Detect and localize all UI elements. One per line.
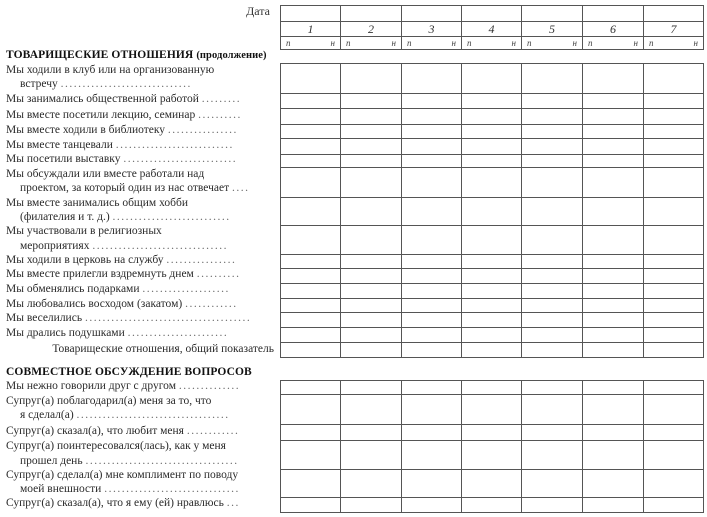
score-cell[interactable]	[582, 154, 644, 168]
item-label	[6, 108, 272, 123]
score-cell[interactable]	[280, 268, 341, 284]
score-cell[interactable]	[401, 225, 462, 255]
score-cell[interactable]	[643, 167, 704, 198]
score-cell[interactable]	[461, 167, 522, 198]
score-cell[interactable]	[401, 63, 462, 94]
score-cell[interactable]	[582, 283, 644, 299]
score-cell[interactable]	[340, 197, 402, 226]
score-cell[interactable]	[582, 108, 644, 125]
item-text-continuation	[6, 181, 272, 196]
date-input-cell[interactable]	[521, 5, 583, 22]
score-cell[interactable]	[340, 327, 402, 343]
score-cell[interactable]	[340, 63, 402, 94]
item-label	[6, 138, 272, 153]
leader-dots: ...............................	[92, 239, 228, 252]
score-cell[interactable]	[340, 93, 402, 109]
score-cell[interactable]	[340, 424, 402, 441]
score-cell[interactable]	[582, 63, 644, 94]
score-cell[interactable]	[461, 394, 522, 425]
score-cell[interactable]	[582, 327, 644, 343]
item-text-line2: встречу	[20, 78, 58, 90]
score-cell[interactable]	[521, 327, 583, 343]
item-text: Мы веселились	[6, 312, 83, 325]
day-number: 5	[521, 21, 583, 37]
item-text-continuation	[6, 482, 272, 497]
subcol-label-right: н	[572, 38, 577, 48]
leader-dots: ..........................	[123, 153, 238, 166]
item-text: Мы дрались подушками	[6, 327, 125, 340]
score-cell[interactable]	[643, 197, 704, 226]
item-text: Мы ходили в церковь на службу	[6, 253, 164, 266]
score-cell[interactable]	[401, 469, 462, 498]
item-text-continuation	[6, 77, 272, 92]
subcol-label-right: н	[511, 38, 516, 48]
score-cell[interactable]	[280, 93, 341, 109]
subcol-label-right: н	[633, 38, 638, 48]
item-label	[6, 123, 272, 138]
item-text: Мы вместе посетили лекцию, семинар	[6, 108, 196, 121]
score-cell[interactable]	[280, 283, 341, 299]
score-cell[interactable]	[340, 394, 402, 425]
score-cell[interactable]	[461, 424, 522, 441]
score-cell[interactable]	[401, 497, 462, 513]
item-text-line2: проектом, за который один из нас отвечает	[20, 182, 230, 194]
score-cell[interactable]	[340, 108, 402, 125]
score-cell[interactable]	[280, 167, 341, 198]
score-cell[interactable]	[461, 63, 522, 94]
score-cell[interactable]	[340, 167, 402, 198]
score-cell[interactable]	[461, 497, 522, 513]
subcol-label-right: н	[330, 38, 335, 48]
score-cell[interactable]	[521, 424, 583, 441]
day-number: 2	[340, 21, 402, 37]
date-input-cell[interactable]	[340, 5, 402, 22]
score-cell[interactable]	[461, 440, 522, 470]
score-cell[interactable]	[521, 197, 583, 226]
score-cell[interactable]	[280, 497, 341, 513]
score-cell[interactable]	[461, 124, 522, 139]
item-text: Супруг(а) сказал(а), что я ему (ей) нравлюсь	[6, 497, 224, 510]
score-cell[interactable]	[340, 124, 402, 139]
date-input-cell[interactable]	[582, 5, 644, 22]
score-cell[interactable]	[401, 440, 462, 470]
score-cell[interactable]	[582, 197, 644, 226]
leader-dots: .......................	[127, 327, 229, 340]
partner-subcolumns	[280, 36, 341, 50]
score-cell[interactable]	[521, 312, 583, 328]
score-cell[interactable]	[340, 283, 402, 299]
score-cell[interactable]	[461, 225, 522, 255]
item-text-line2: я сделал(а)	[20, 409, 74, 421]
score-cell[interactable]	[461, 312, 522, 328]
score-cell[interactable]	[280, 63, 341, 94]
item-text: Супруг(а) поинтересовался(лась), как у меня	[6, 440, 226, 452]
score-cell[interactable]	[461, 342, 522, 358]
section-title-text: ТОВАРИЩЕСКИЕ ОТНОШЕНИЯ	[6, 49, 194, 61]
item-text: Мы занимались общественной работой	[6, 93, 199, 106]
date-input-cell[interactable]	[280, 5, 341, 22]
score-cell[interactable]	[521, 154, 583, 168]
date-input-cell[interactable]	[461, 5, 522, 22]
leader-dots: ................	[167, 123, 238, 136]
item-label	[6, 196, 272, 225]
score-cell[interactable]	[521, 469, 583, 498]
leader-dots: ..............................	[60, 78, 192, 90]
partner-subcolumns	[582, 36, 644, 50]
score-cell[interactable]	[521, 93, 583, 109]
score-cell[interactable]	[461, 469, 522, 498]
item-label	[6, 424, 272, 439]
score-cell[interactable]	[582, 298, 644, 313]
leader-dots: ...	[226, 497, 240, 510]
item-text: Мы вместе занимались общим хобби	[6, 196, 188, 209]
score-cell[interactable]	[643, 154, 704, 168]
score-cell[interactable]	[582, 497, 644, 513]
score-cell[interactable]	[521, 108, 583, 125]
score-cell[interactable]	[582, 469, 644, 498]
score-cell[interactable]	[461, 93, 522, 109]
date-input-cell[interactable]	[643, 5, 704, 22]
score-cell[interactable]	[643, 108, 704, 125]
leader-dots: ....	[231, 182, 250, 194]
item-text-continuation	[6, 454, 272, 469]
partner-subcolumns	[643, 36, 704, 50]
score-cell[interactable]	[643, 63, 704, 94]
item-label	[6, 92, 272, 107]
score-cell[interactable]	[582, 254, 644, 269]
date-input-cell[interactable]	[401, 5, 462, 22]
score-cell[interactable]	[521, 298, 583, 313]
score-cell[interactable]	[643, 124, 704, 139]
score-cell[interactable]	[340, 268, 402, 284]
companionship-total-label: Товарищеские отношения, общий показатель	[52, 343, 274, 355]
score-cell[interactable]	[521, 342, 583, 358]
score-cell[interactable]	[521, 167, 583, 198]
score-cell[interactable]	[401, 138, 462, 155]
score-cell[interactable]	[521, 380, 583, 395]
score-cell[interactable]	[643, 298, 704, 313]
item-label	[6, 224, 272, 253]
score-cell[interactable]	[582, 424, 644, 441]
score-cell[interactable]	[643, 138, 704, 155]
leader-dots: ..............	[178, 379, 241, 392]
score-cell[interactable]	[401, 394, 462, 425]
score-cell[interactable]	[280, 254, 341, 269]
score-cell[interactable]	[280, 298, 341, 313]
day-number: 4	[461, 21, 522, 37]
leader-dots: ..........	[198, 108, 242, 121]
leader-dots: ...............................	[104, 483, 240, 495]
item-text-line2: прошел день	[20, 454, 83, 467]
item-text: Мы любовались восходом (закатом)	[6, 297, 183, 310]
score-cell[interactable]	[521, 440, 583, 470]
score-cell[interactable]	[643, 424, 704, 441]
score-cell[interactable]	[340, 380, 402, 395]
score-cell[interactable]	[340, 312, 402, 328]
score-cell[interactable]	[401, 327, 462, 343]
partner-subcolumns	[521, 36, 583, 50]
item-text: Мы нежно говорили друг с другом	[6, 379, 176, 392]
score-cell[interactable]	[401, 283, 462, 299]
day-number: 6	[582, 21, 644, 37]
score-cell[interactable]	[340, 440, 402, 470]
score-cell[interactable]	[340, 154, 402, 168]
score-cell[interactable]	[582, 440, 644, 470]
score-cell[interactable]	[521, 254, 583, 269]
leader-dots: ......................................	[84, 312, 252, 325]
score-cell[interactable]	[461, 327, 522, 343]
score-cell[interactable]	[582, 268, 644, 284]
subcol-label-right: н	[391, 38, 396, 48]
leader-dots: ............	[186, 424, 240, 437]
score-cell[interactable]	[340, 225, 402, 255]
score-cell[interactable]	[280, 469, 341, 498]
subcol-label-right: н	[693, 38, 698, 48]
score-cell[interactable]	[643, 268, 704, 284]
score-cell[interactable]	[461, 138, 522, 155]
item-text: Супруг(а) поблагодарил(а) меня за то, что	[6, 394, 212, 407]
item-text-continuation	[6, 408, 272, 423]
score-cell[interactable]	[280, 225, 341, 255]
score-cell[interactable]	[582, 138, 644, 155]
score-cell[interactable]	[280, 424, 341, 441]
score-cell[interactable]	[280, 154, 341, 168]
score-cell[interactable]	[340, 298, 402, 313]
score-cell[interactable]	[521, 138, 583, 155]
date-header-grid	[280, 5, 703, 49]
score-cell[interactable]	[643, 380, 704, 395]
item-text-continuation	[6, 210, 272, 225]
item-text: Мы обсуждали или вместе работали над	[6, 167, 205, 180]
score-cell[interactable]	[643, 254, 704, 269]
leader-dots: ...........................	[112, 211, 231, 223]
score-cell[interactable]	[582, 167, 644, 198]
score-cell[interactable]	[521, 394, 583, 425]
subcol-label-left: п	[527, 38, 532, 48]
score-cell[interactable]	[401, 93, 462, 109]
score-cell[interactable]	[643, 93, 704, 109]
score-cell[interactable]	[401, 268, 462, 284]
subcol-label-left: п	[407, 38, 412, 48]
score-cell[interactable]	[582, 394, 644, 425]
item-label	[6, 326, 272, 341]
subcol-label-left: п	[649, 38, 654, 48]
score-cell[interactable]	[280, 440, 341, 470]
score-cell[interactable]	[582, 312, 644, 328]
item-label	[6, 311, 272, 326]
score-cell[interactable]	[401, 154, 462, 168]
subcol-label-left: п	[346, 38, 351, 48]
day-number: 7	[643, 21, 704, 37]
subcol-label-left: п	[588, 38, 593, 48]
item-label	[6, 496, 272, 511]
item-text-line2: мероприятиях	[20, 239, 90, 252]
score-cell[interactable]	[340, 138, 402, 155]
score-cell[interactable]	[521, 497, 583, 513]
score-cell[interactable]	[280, 380, 341, 395]
score-cell[interactable]	[582, 225, 644, 255]
leader-dots: ..........	[196, 268, 241, 281]
score-cell[interactable]	[461, 380, 522, 395]
item-label	[6, 267, 272, 282]
score-cell[interactable]	[643, 283, 704, 299]
score-cell[interactable]	[340, 254, 402, 269]
date-label: Дата	[246, 4, 270, 18]
section-title-suffix: (продолжение)	[196, 50, 267, 61]
score-cell[interactable]	[643, 342, 704, 358]
score-cell[interactable]	[401, 167, 462, 198]
score-cell[interactable]	[401, 312, 462, 328]
score-cell[interactable]	[461, 154, 522, 168]
subcol-label-right: н	[451, 38, 456, 48]
partner-subcolumns	[461, 36, 522, 50]
subcol-label-left: п	[467, 38, 472, 48]
score-cell[interactable]	[643, 469, 704, 498]
subcol-label-left: п	[286, 38, 291, 48]
item-label	[6, 439, 272, 468]
score-cell[interactable]	[280, 197, 341, 226]
score-cell[interactable]	[461, 197, 522, 226]
score-cell[interactable]	[521, 225, 583, 255]
score-cell[interactable]	[521, 268, 583, 284]
leader-dots: ...................................	[85, 454, 239, 467]
leader-dots: ...................................	[76, 409, 230, 421]
score-cell[interactable]	[280, 342, 341, 358]
item-text-continuation	[6, 239, 272, 254]
score-cell[interactable]	[280, 312, 341, 328]
day-number: 3	[401, 21, 462, 37]
partner-subcolumns	[401, 36, 462, 50]
item-label	[6, 63, 272, 92]
score-cell[interactable]	[340, 469, 402, 498]
item-text: Супруг(а) сделал(а) мне комплимент по поводу	[6, 468, 239, 481]
score-cell[interactable]	[280, 108, 341, 125]
score-cell[interactable]	[643, 440, 704, 470]
item-label	[6, 394, 272, 423]
score-cell[interactable]	[461, 283, 522, 299]
score-cell[interactable]	[582, 124, 644, 139]
score-cell[interactable]	[582, 380, 644, 395]
score-cell[interactable]	[643, 312, 704, 328]
score-cell[interactable]	[401, 342, 462, 358]
leader-dots: ................	[166, 253, 237, 266]
item-text: Мы обменялись подарками	[6, 283, 140, 296]
score-cell[interactable]	[401, 298, 462, 313]
item-text-line2: (филателия и т. д.)	[20, 211, 110, 223]
score-cell[interactable]	[401, 380, 462, 395]
score-cell[interactable]	[280, 124, 341, 139]
score-cell[interactable]	[401, 254, 462, 269]
section-title-companionship	[6, 49, 267, 61]
section-title-discussion: СОВМЕСТНОЕ ОБСУЖДЕНИЕ ВОПРОСОВ	[6, 366, 252, 378]
score-cell[interactable]	[401, 424, 462, 441]
leader-dots: ............	[185, 297, 238, 310]
score-cell[interactable]	[521, 283, 583, 299]
item-text: Мы вместе прилегли вздремнуть днем	[6, 268, 194, 281]
score-cell[interactable]	[582, 342, 644, 358]
score-cell[interactable]	[643, 327, 704, 343]
item-text-line2: моей внешности	[20, 483, 102, 495]
score-cell[interactable]	[401, 124, 462, 139]
score-cell[interactable]	[521, 124, 583, 139]
score-cell[interactable]	[521, 63, 583, 94]
score-cell[interactable]	[461, 298, 522, 313]
score-cell[interactable]	[461, 108, 522, 125]
item-label	[6, 379, 272, 394]
item-label	[6, 167, 272, 196]
item-label	[6, 468, 272, 497]
score-cell[interactable]	[643, 394, 704, 425]
partner-subcolumns	[340, 36, 402, 50]
item-text: Мы посетили выставку	[6, 153, 121, 166]
score-cell[interactable]	[280, 138, 341, 155]
score-cell[interactable]	[340, 342, 402, 358]
score-cell[interactable]	[401, 108, 462, 125]
leader-dots: .........	[201, 93, 242, 106]
item-label	[6, 297, 272, 312]
item-text: Супруг(а) сказал(а), что любит меня	[6, 424, 184, 437]
leader-dots: ...........................	[115, 138, 234, 151]
score-cell[interactable]	[401, 197, 462, 226]
day-number: 1	[280, 21, 341, 37]
item-text: Мы ходили в клуб или на организованную	[6, 63, 215, 76]
item-label	[6, 282, 272, 297]
score-cell[interactable]	[461, 268, 522, 284]
score-cell[interactable]	[280, 394, 341, 425]
score-cell[interactable]	[643, 225, 704, 255]
score-cell[interactable]	[340, 497, 402, 513]
item-text: Мы вместе танцевали	[6, 138, 113, 151]
item-label	[6, 253, 272, 268]
item-text: Мы вместе ходили в библиотеку	[6, 123, 166, 136]
score-cell[interactable]	[643, 497, 704, 513]
score-cell[interactable]	[461, 254, 522, 269]
score-cell[interactable]	[280, 327, 341, 343]
item-label	[6, 152, 272, 167]
item-text: Мы участвовали в религиозных	[6, 225, 162, 237]
leader-dots: ....................	[142, 283, 230, 296]
score-cell[interactable]	[582, 93, 644, 109]
